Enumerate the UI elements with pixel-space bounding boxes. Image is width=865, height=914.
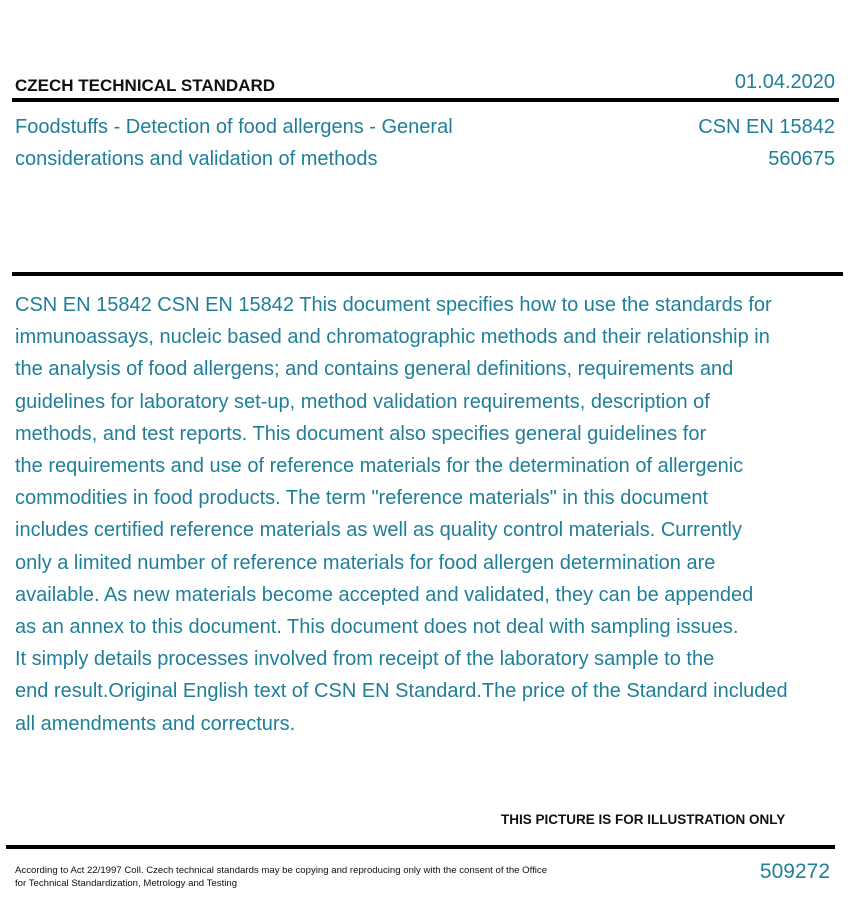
title-divider [12,272,843,276]
header-divider [12,98,839,102]
description-line: immunoassays, nucleic based and chromatographic methods and their relationship in [15,326,770,349]
description-line: It simply details processes involved from receipt of the laboratory sample to the [15,648,715,671]
document-number: 509272 [759,860,830,883]
description-line: commodities in food products. The term "reference materials" in this document [15,487,709,510]
legal-notice [15,864,547,890]
description-line: only a limited number of reference materials for food allergen determination are [15,551,716,574]
document-category: CZECH TECHNICAL STANDARD [15,76,276,95]
catalog-number: 560675 [768,148,835,170]
publication-date: 01.04.2020 [734,71,835,93]
description-line: as an annex to this document. This document does not deal with sampling issues. [15,616,739,639]
description-line: end result.Original English text of CSN EN Standard.The price of the Standard included [15,680,788,703]
legal-line: According to Act 22/1997 Coll. Czech technical standards may be copying and reproducing only with the consent of the Office [15,865,548,876]
description-line: methods, and test reports. This document also specifies general guidelines for [15,422,707,445]
footer-divider [6,845,835,849]
description-line: available. As new materials become accepted and validated, they can be appended [15,583,754,606]
standard-title-line-1: Foodstuffs - Detection of food allergens - General [15,116,453,138]
legal-line: for Technical Standardization, Metrology and Testing [15,878,238,889]
description-line: the requirements and use of reference materials for the determination of allergenic [15,455,744,478]
description-line: the analysis of food allergens; and contains general definitions, requirements and [15,358,734,381]
description-line: all amendments and correcturs. [15,712,296,735]
standard-code: CSN EN 15842 [698,116,835,138]
illustration-notice: THIS PICTURE IS FOR ILLUSTRATION ONLY [501,812,786,827]
description-line: guidelines for laboratory set-up, method validation requirements, description of [15,390,710,413]
description-text [15,289,855,740]
standard-title-line-2: considerations and validation of methods [15,148,378,170]
description-line: includes certified reference materials as well as quality control materials. Currently [15,519,742,542]
description-line: CSN EN 15842 CSN EN 15842 This document specifies how to use the standards for [15,294,772,316]
